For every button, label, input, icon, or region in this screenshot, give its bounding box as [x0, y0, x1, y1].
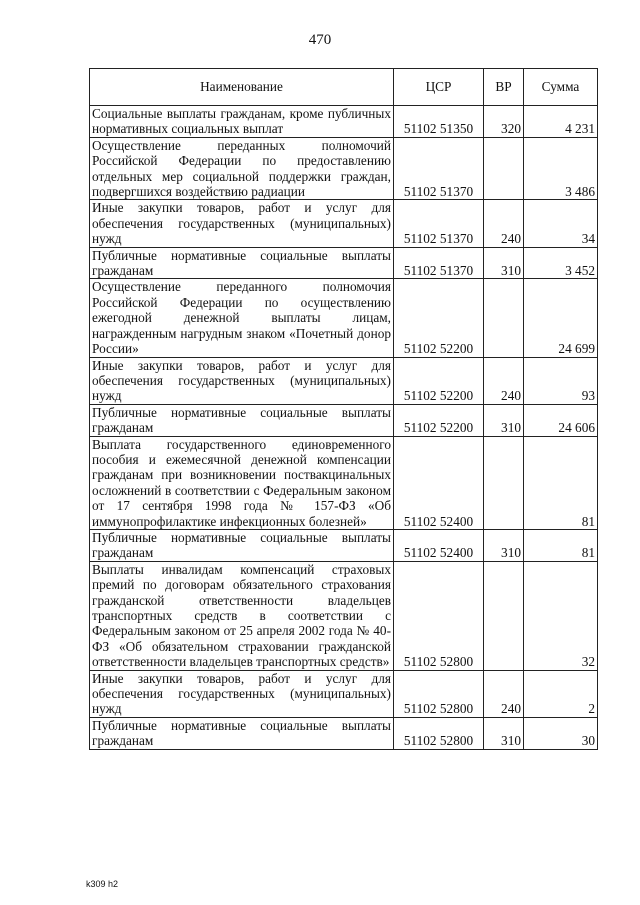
- row-csr: 51102 52800: [394, 670, 484, 717]
- row-vr: 310: [484, 404, 524, 436]
- row-vr: 240: [484, 670, 524, 717]
- row-name: Иные закупки товаров, работ и услуг для обеспечения государственных (муниципальных) нужд: [90, 200, 394, 247]
- row-csr: 51102 52200: [394, 357, 484, 404]
- table-row: [90, 670, 598, 717]
- row-sum: 3 452: [524, 247, 598, 279]
- row-csr: 51102 52200: [394, 279, 484, 357]
- table-row: [90, 357, 598, 404]
- row-vr: 310: [484, 717, 524, 749]
- row-name: Выплаты инвалидам компенсаций страховых премий по договорам обязательного страхования гражданской ответственности владельцев транспортных средств в соответствии с Федеральным законом от 25 апреля 2002 года № 40-ФЗ «Об обязательном страховании гражданской ответственности владельцев транспортных средств»: [90, 561, 394, 670]
- row-csr: 51102 52400: [394, 529, 484, 561]
- row-vr: [484, 279, 524, 357]
- row-vr: [484, 436, 524, 529]
- row-csr: 51102 52800: [394, 717, 484, 749]
- row-name: Публичные нормативные социальные выплаты гражданам: [90, 404, 394, 436]
- row-sum: 24 606: [524, 404, 598, 436]
- row-csr: 51102 52200: [394, 404, 484, 436]
- row-csr: 51102 51350: [394, 106, 484, 138]
- row-sum: 34: [524, 200, 598, 247]
- row-sum: 93: [524, 357, 598, 404]
- table-row: [90, 404, 598, 436]
- row-csr: 51102 52400: [394, 436, 484, 529]
- row-csr: 51102 51370: [394, 200, 484, 247]
- row-name: Публичные нормативные социальные выплаты гражданам: [90, 247, 394, 279]
- row-name: Публичные нормативные социальные выплаты гражданам: [90, 529, 394, 561]
- table-row: [90, 200, 598, 247]
- table-row: [90, 436, 598, 529]
- row-vr: 240: [484, 357, 524, 404]
- row-vr: [484, 561, 524, 670]
- row-name: Выплата государственного единовременного пособия и ежемесячной денежной компенсации гражданам при возникновении поствакцинальных осложнений в соответствии с Федеральным законом от 17 сентября 1998 года № 157-ФЗ «Об иммунопрофилактике инфекционных болезней»: [90, 436, 394, 529]
- row-vr: 240: [484, 200, 524, 247]
- footer-code: k309 h2: [86, 879, 119, 889]
- table-row: [90, 106, 598, 138]
- row-name: Осуществление переданных полномочий Российской Федерации по предоставлению отдельных мер социальной поддержки граждан, подвергшихся воздействию радиации: [90, 137, 394, 200]
- row-csr: 51102 52800: [394, 561, 484, 670]
- row-csr: 51102 51370: [394, 137, 484, 200]
- row-sum: 2: [524, 670, 598, 717]
- table-row: [90, 561, 598, 670]
- row-vr: [484, 137, 524, 200]
- table-header-row: [90, 69, 598, 106]
- row-name: Осуществление переданного полномочия Российской Федерации по осуществлению ежегодной денежной выплаты лицам, награжденным нагрудным знаком «Почетный донор России»: [90, 279, 394, 357]
- row-name: Иные закупки товаров, работ и услуг для обеспечения государственных (муниципальных) нужд: [90, 670, 394, 717]
- header-csr: ЦСР: [394, 69, 484, 106]
- row-name: Публичные нормативные социальные выплаты гражданам: [90, 717, 394, 749]
- row-csr: 51102 51370: [394, 247, 484, 279]
- page-number: 470: [308, 32, 332, 48]
- table-row: [90, 247, 598, 279]
- row-name: Иные закупки товаров, работ и услуг для обеспечения государственных (муниципальных) нужд: [90, 357, 394, 404]
- row-name: Социальные выплаты гражданам, кроме публичных нормативных социальных выплат: [90, 106, 394, 138]
- row-sum: 30: [524, 717, 598, 749]
- row-vr: 310: [484, 247, 524, 279]
- row-sum: 3 486: [524, 137, 598, 200]
- table-row: [90, 137, 598, 200]
- row-sum: 32: [524, 561, 598, 670]
- row-sum: 4 231: [524, 106, 598, 138]
- row-sum: 24 699: [524, 279, 598, 357]
- row-sum: 81: [524, 529, 598, 561]
- header-sum: Сумма: [524, 69, 598, 106]
- row-vr: 320: [484, 106, 524, 138]
- row-sum: 81: [524, 436, 598, 529]
- row-vr: 310: [484, 529, 524, 561]
- table-row: [90, 529, 598, 561]
- header-name: Наименование: [90, 69, 394, 106]
- budget-table: [89, 68, 598, 750]
- table-row: [90, 279, 598, 357]
- table-row: [90, 717, 598, 749]
- header-vr: ВР: [484, 69, 524, 106]
